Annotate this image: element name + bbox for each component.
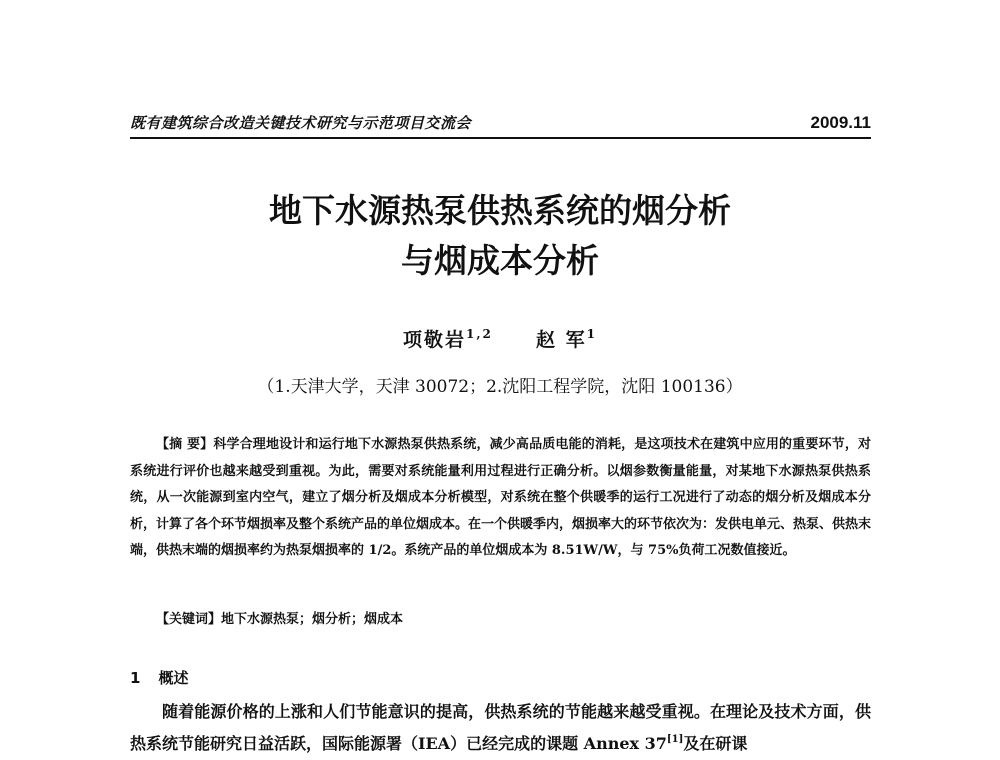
- issue-date: 2009.11: [810, 113, 871, 132]
- conference-name: 既有建筑综合改造关键技术研究与示范项目交流会: [130, 114, 472, 132]
- body-paragraph: [130, 698, 871, 758]
- section-number: 1: [130, 669, 141, 687]
- keywords-label: 【关键词】: [156, 612, 222, 627]
- author-affil-mark: 1: [586, 327, 597, 341]
- keywords-text: 地下水源热泵；烟分析；烟成本: [221, 612, 404, 627]
- section-title: 概述: [158, 669, 189, 687]
- affiliation: （1.天津大学，天津 30072；2.沈阳工程学院，沈阳 100136）: [257, 377, 743, 397]
- abstract-text: 科学合理地设计和运行地下水源热泵供热系统，减少高品质电能的消耗，是这项技术在建筑中应用的重要环节，对系统进行评价也越来越受到重视。为此，需要对系统能量利用过程进行正确分析。以烟参数衡量能量，对某地下水源热泵供热系统，从一次能源到室内空气，建立了烟分析及烟成本分析模型，对系统在整个供暖季的运行工况进行了动态的烟分析及烟成本分析，计算了各个环节烟损率及整个系统产品的单位烟成本。在一个供暖季内，烟损率大的环节依次为：发供电单元、热泵、供热末端，供热末端的烟损率约为热泵烟损率的 1/2。系统产品的单位烟成本为 8.51W/W，与 75%负荷工况数值接近。: [130, 437, 872, 558]
- author-name: 项敬岩: [403, 329, 467, 351]
- abstract-label: 【摘 要】: [156, 437, 214, 452]
- paper-title-line2: 与烟成本分析: [401, 241, 599, 280]
- author-affil-mark: 1,2: [466, 327, 493, 341]
- keywords: [156, 608, 403, 627]
- author-name: 赵 军: [536, 329, 587, 351]
- paragraph-text: 随着能源价格的上涨和人们节能意识的提高，供热系统的节能越来越受重视。在理论及技术方面，供热系统节能研究日益活跃，国际能源署（IEA）已经完成的课题 Annex 37: [130, 702, 871, 753]
- paragraph-text-cont: 及在研课: [683, 734, 748, 753]
- running-head: [130, 112, 871, 139]
- citation-ref[interactable]: [1]: [666, 734, 684, 745]
- author-list: [0, 325, 1000, 352]
- section-heading: [130, 667, 188, 688]
- abstract: [130, 432, 871, 565]
- paper-title-line1: 地下水源热泵供热系统的烟分析: [269, 191, 731, 230]
